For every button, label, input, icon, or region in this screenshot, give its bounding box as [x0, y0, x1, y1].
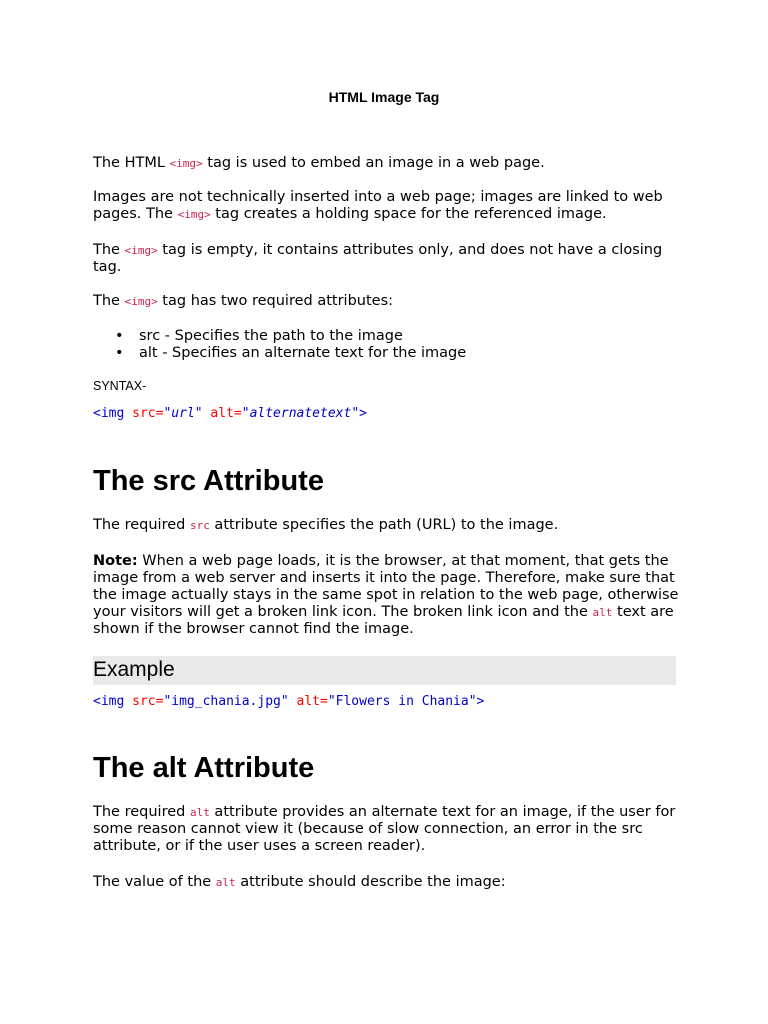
intro-paragraph-2 [93, 189, 683, 223]
src-paragraph [93, 517, 683, 534]
code-value: "img_chania.jpg" [163, 694, 289, 709]
inline-code: alt [215, 876, 236, 889]
example-label: Example [93, 658, 175, 681]
inline-code: <img> [169, 157, 203, 170]
intro-paragraph-1 [93, 155, 683, 172]
bullet-icon: • [115, 328, 124, 344]
code-quote: " [351, 406, 360, 421]
list-item [93, 328, 683, 345]
alt-paragraph-2 [93, 874, 683, 891]
intro-paragraph-3 [93, 242, 683, 276]
code-value: "Flowers in Chania" [327, 694, 477, 709]
page-title: HTML Image Tag [328, 89, 440, 105]
inline-code: <img> [124, 244, 158, 257]
text: The required [93, 804, 190, 820]
text: tag is used to embed an image in a web page. [202, 155, 545, 171]
code-value: alternatetext [249, 406, 352, 421]
list-item [93, 345, 683, 362]
bullet-icon: • [115, 345, 124, 361]
code-quote: " [241, 406, 250, 421]
syntax-label: SYNTAX- [93, 379, 147, 393]
note-paragraph [93, 553, 683, 638]
text: attribute should describe the image: [235, 874, 506, 890]
inline-code: alt [189, 806, 210, 819]
src-section-heading: The src Attribute [93, 465, 324, 497]
code-attribute: src= [124, 694, 164, 709]
inline-code: alt [592, 606, 613, 619]
text: Images are not technically inserted into a web page; images are linked to web pages. The [93, 189, 663, 222]
code-attribute: src= [124, 406, 164, 421]
code-attribute: alt= [288, 694, 328, 709]
inline-code: <img> [177, 208, 211, 221]
syntax-code [93, 406, 367, 422]
list-item-text: alt - Specifies an alternate text for the image [139, 345, 467, 361]
code-tag: <img [93, 694, 125, 709]
text: tag is empty, it contains attributes only, and does not have a closing tag. [93, 242, 663, 275]
code-value: url [171, 406, 195, 421]
example-header [93, 656, 676, 685]
inline-code: src [189, 519, 210, 532]
text: text are shown if the browser cannot find the image. [93, 604, 674, 637]
text: attribute specifies the path (URL) to the image. [209, 517, 559, 533]
text: attribute provides an alternate text for an image, if the user for some reason cannot view it (because of slow connection, an error in the src attribute, or if the user uses a screen reader). [93, 804, 676, 854]
code-tag: <img [93, 406, 125, 421]
attribute-list [93, 328, 683, 362]
intro-paragraph-4 [93, 293, 683, 310]
text: The value of the [93, 874, 216, 890]
text: When a web page loads, it is the browser, at that moment, that gets the image from a web server and inserts it into the page. Therefore, make sure that the image actually stays in the same spot in relation to the web page, otherwise your visitors will get a broken link icon. The broken link icon and the [93, 553, 679, 620]
alt-paragraph-1 [93, 804, 683, 855]
text: tag has two required attributes: [157, 293, 394, 309]
text: The [93, 242, 125, 258]
text: The [93, 293, 125, 309]
inline-code: <img> [124, 295, 158, 308]
code-quote: " [194, 406, 203, 421]
text: The HTML [93, 155, 170, 171]
text: The required [93, 517, 190, 533]
code-tag: > [476, 694, 485, 709]
example-code [93, 694, 484, 710]
note-label: Note: [93, 553, 138, 569]
alt-section-heading: The alt Attribute [93, 752, 315, 784]
list-item-text: src - Specifies the path to the image [139, 328, 403, 344]
code-attribute: alt= [202, 406, 242, 421]
text: tag creates a holding space for the referenced image. [210, 206, 607, 222]
code-quote: " [163, 406, 172, 421]
code-tag: > [359, 406, 367, 421]
